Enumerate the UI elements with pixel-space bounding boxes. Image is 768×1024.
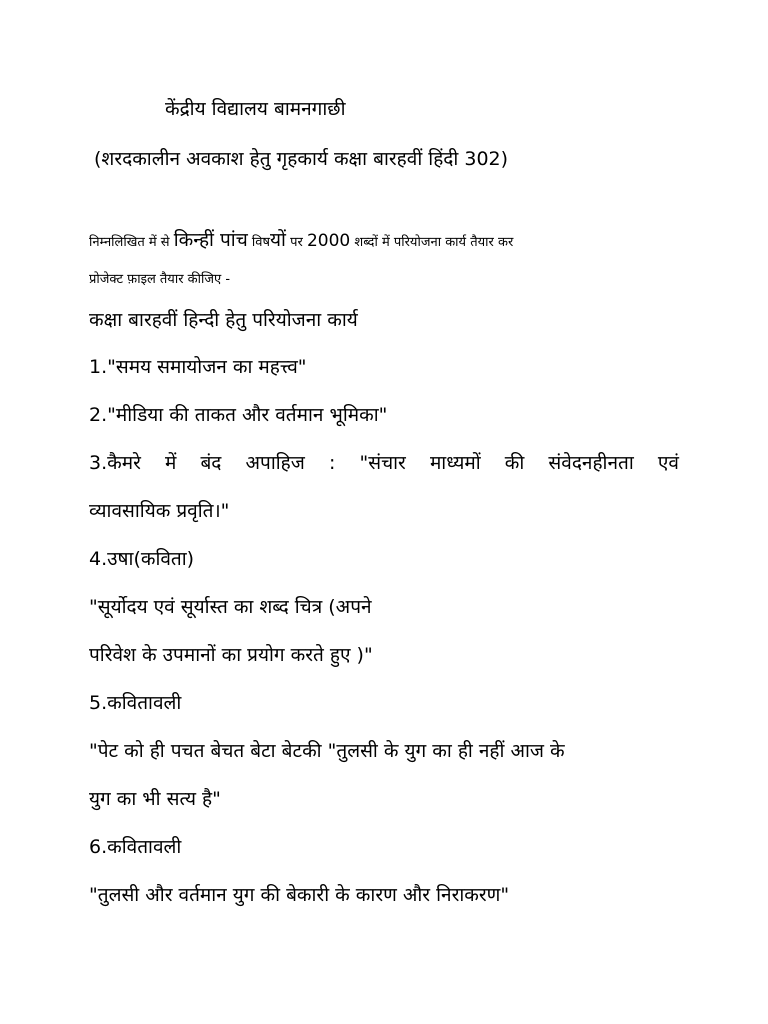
topic-3-word: 3.कैमरे [89, 452, 141, 474]
topic-4-line-2: परिवेश के उपमानों का प्रयोग करते हुए )" [89, 644, 373, 666]
instruction-text: निम्नलिखित में से [89, 235, 170, 250]
homework-subtitle: (शरदकालीन अवकाश हेतु गृहकार्य कक्षा बारहवीं हिंदी 302) [94, 148, 509, 170]
topic-3-line-1 [89, 452, 679, 475]
topic-5-line-2: युग का भी सत्य है" [89, 788, 221, 810]
word-count: 2000 [306, 231, 351, 251]
topic-1: 1."समय समायोजन का महत्त्व" [89, 356, 307, 378]
instruction-line-2: प्रोजेक्ट फ़ाइल तैयार कीजिए - [89, 272, 231, 287]
topic-4-title: 4.उषा(कविता) [89, 548, 195, 570]
section-heading: कक्षा बारहवीं हिन्दी हेतु परियोजना कार्य [89, 309, 358, 331]
topic-3-word: माध्यमों [429, 452, 481, 474]
topic-2: 2."मीडिया की ताकत और वर्तमान भूमिका" [89, 404, 388, 426]
topic-3-word: "संचार [359, 452, 406, 474]
topic-3-word: में [164, 452, 177, 474]
topic-6-title: 6.कवितावली [89, 836, 182, 858]
topic-5-line-1: "पेट को ही पचत बेचत बेटा बेटकी "तुलसी के युग का ही नहीं आज के [89, 740, 565, 762]
instruction-text: विष [251, 235, 271, 250]
topic-6-line-1: "तुलसी और वर्तमान युग की बेकारी के कारण और निराकरण" [89, 884, 510, 906]
topic-3-word: अपाहिज [245, 452, 305, 474]
instruction-text: पर [290, 235, 303, 250]
topic-3-word: एवं [657, 452, 679, 474]
instruction-text: शब्दों में परियोजना कार्य तैयार कर [354, 235, 514, 250]
topic-3-word: की [504, 452, 525, 474]
topic-3-word: बंद [200, 452, 222, 474]
instruction-emphasis: किन्हीं पांच [173, 229, 248, 251]
topic-3-word: संवेदनहीनता [548, 452, 634, 474]
instruction-line-1 [89, 229, 513, 252]
topic-5-title: 5.कवितावली [89, 692, 182, 714]
topic-3-word: : [328, 452, 336, 474]
topic-3-line-2: व्यावसायिक प्रवृति।" [89, 500, 230, 522]
topic-4-line-1: "सूर्योदय एवं सूर्यास्त का शब्द चित्र (अपने [89, 596, 372, 618]
school-name: केंद्रीय विद्यालय बामनगाछी [165, 98, 346, 120]
instruction-emphasis: यों [270, 229, 286, 251]
